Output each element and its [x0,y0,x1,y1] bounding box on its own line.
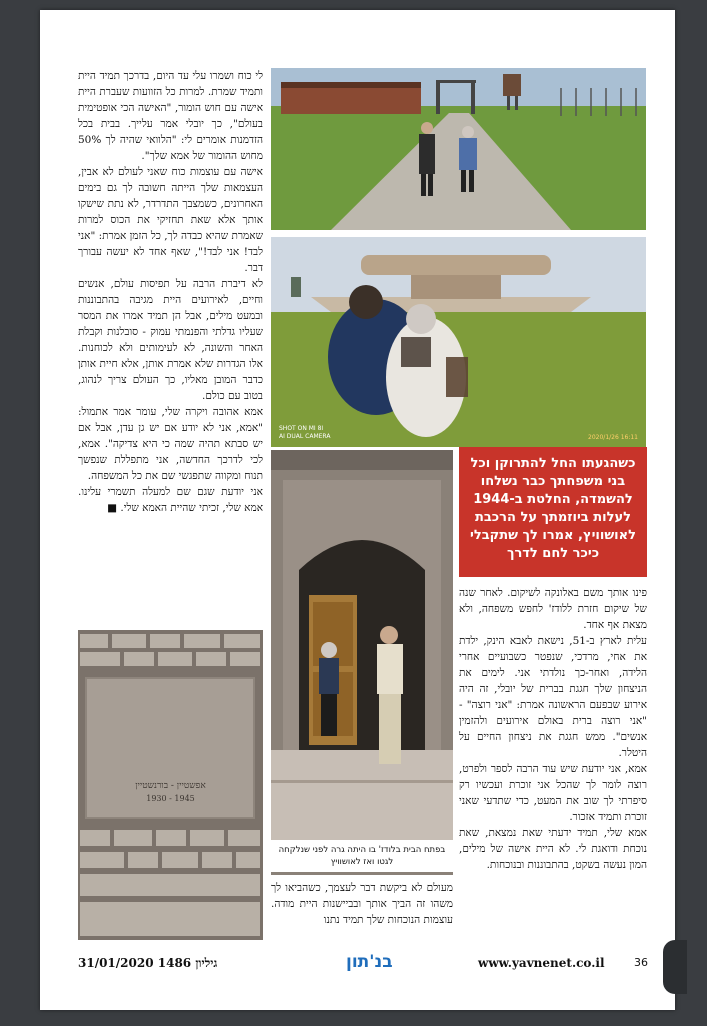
camera-watermark: SHOT ON MI 8I AI DUAL CAMERA [279,425,331,440]
right-text-column [459,585,647,873]
page-footer [78,954,648,974]
issue-label: גיליון 1486 31/01/2020 [78,956,218,970]
paragraph: עלית לארץ ב-51, נישאת לאבא הינק, ילדת את אחי, מרדכי, שנפטר כשבועיים אחרי הלידה, ואחר-כך נולדתי אני. לימים את הניצחון שלך חגגת בברית של יובלי, זה היה אירוע שבפעם הראשונה אמרת: "אני רוצה" - "אני רוצה ברית באולם אירועים ולהזמין אנשים". ממש חגגת את ניצחון החיים על היטלר. [459,635,647,759]
left-text-column [78,68,263,516]
website-link[interactable]: www.yavnenet.co.il [478,956,605,970]
page-number: 36 [634,956,648,969]
plaque-name: אפשטיין - בורנשטיין [135,781,206,791]
paragraph: מעולם לא ביקשת דבר לעצמך, כשהביאו לך משהו זה הביך אותך ובביישנות היית מודה. עוצמות הנוכחות שלך תמיד נתנו [271,882,453,926]
paragraph: אני יודעת שגם שם למעלה תשמרי עלינו. אמא שלי, זכיתי שהיית האמא שלי. ■ [78,486,263,514]
photo-memorial-plaque [78,630,263,940]
scroll-handle[interactable] [663,940,687,994]
pull-quote: כשהגעתו החל להתרוקן וכל בני משפחתך כבר נשלחו להשמדה, החלטת ב-1944 לעלות ביוזמתך על הרכבת לאושוויץ, אמרו לך שתקבלי כיכר לחם לדרך [459,447,647,577]
photo-camp-path [271,68,646,230]
photo-memorial-monument [271,237,646,447]
magazine-page [40,10,675,1010]
paragraph: לא דיברת הרבה על תפיסות עולם, אנשים וחיים, לאירועים היית מגיבה בהתבוננות ובמעט מילים, אבל הן תמיד אמרו את המסר שעליו גדלתי והפנמתי עמוק - סובלנות וקבלת האחר והשונה, לא לעימותים ולא לכוחנות. אלו הגדרות שלא אמרת אותן, אלא חיית אותן כדבר המובן מאליו, כך העולם צריך לנהוג, בטוב עם כולם. [78,278,263,402]
plaque-dates: 1930 - 1945 [146,794,195,803]
middle-text-column [271,880,453,928]
paragraph: אמא שלי, תמיד ידעתי שאת נמצאת, שאת נוכחת ודואגת לי. לא היית אישה של מילים, המון נעשה בשקט, בהתבוננות ובנוכחות. [459,827,647,871]
paragraph: פינו אותך משם באלונקה לשיקום. לאחר שנה של שיקום חזרת ללודז' לחפש משפחה, ולא מצאת אף אחד. [459,587,647,631]
publication-logo: בנ'תון [346,952,393,972]
paragraph: אמא אהובה ויקרה שלי, עומר אמר אתמול: "אמא, אני לא יודע אם יש גן עדן, אבל אם יש סבתא תהיה שמה כי היא צדיקה". אמא, לכי לדרכך החדשה, אני מתפללת שנפשך תנוח ומקווה שתפגשי שם את כל המשפחה. [78,406,263,482]
paragraph: אישה עם עוצמות כוח שאני לעולם לא אבין, העצמאות שלך הייתה חשובה לך גם בימים האחרונים, כשמצבך התדרדר, לא נתת שישקו אותך אלא שאת תחזיקי את הכוס למרות שאמרת שהיא כבדה לך, כל הזמן אמרת: "אני לבד! אני לבד!", שאף אחד לא יעשה עבורך דבר. [78,166,263,274]
photo-date-stamp: 2020/1/26 16:11 [588,434,638,441]
photo-house-entrance [271,450,453,875]
paragraph: לי כוח ושמרו עלי עד היום, בדרכך תמיד היית ותמיד שמרת. למרות כל הזוועות שעברת היית אישה עם חוש הומור, "האישה הכי אופטימית בעולם", כך יובלי אמר עלייך. בבית בכל הזדמנות אומרים לי: "הלוואי שהיה לך 50% מחוש ההומור של אמא שלך". [78,70,263,162]
photo-caption: בפתח הבית בלודז' בו היתה גרה לפני שנלקחה לגטו ואז לאושוויץ [271,840,453,872]
paragraph: אמא, אני יודעת שיש עוד הרבה לספר ולפרט, רוצה לומר לך שהכל אני זוכרת ועכשיו רק סיפרתי לך שוב את המעט, כדי שתדעי שאני זוכרת ותמיד אזכור. [459,763,647,823]
